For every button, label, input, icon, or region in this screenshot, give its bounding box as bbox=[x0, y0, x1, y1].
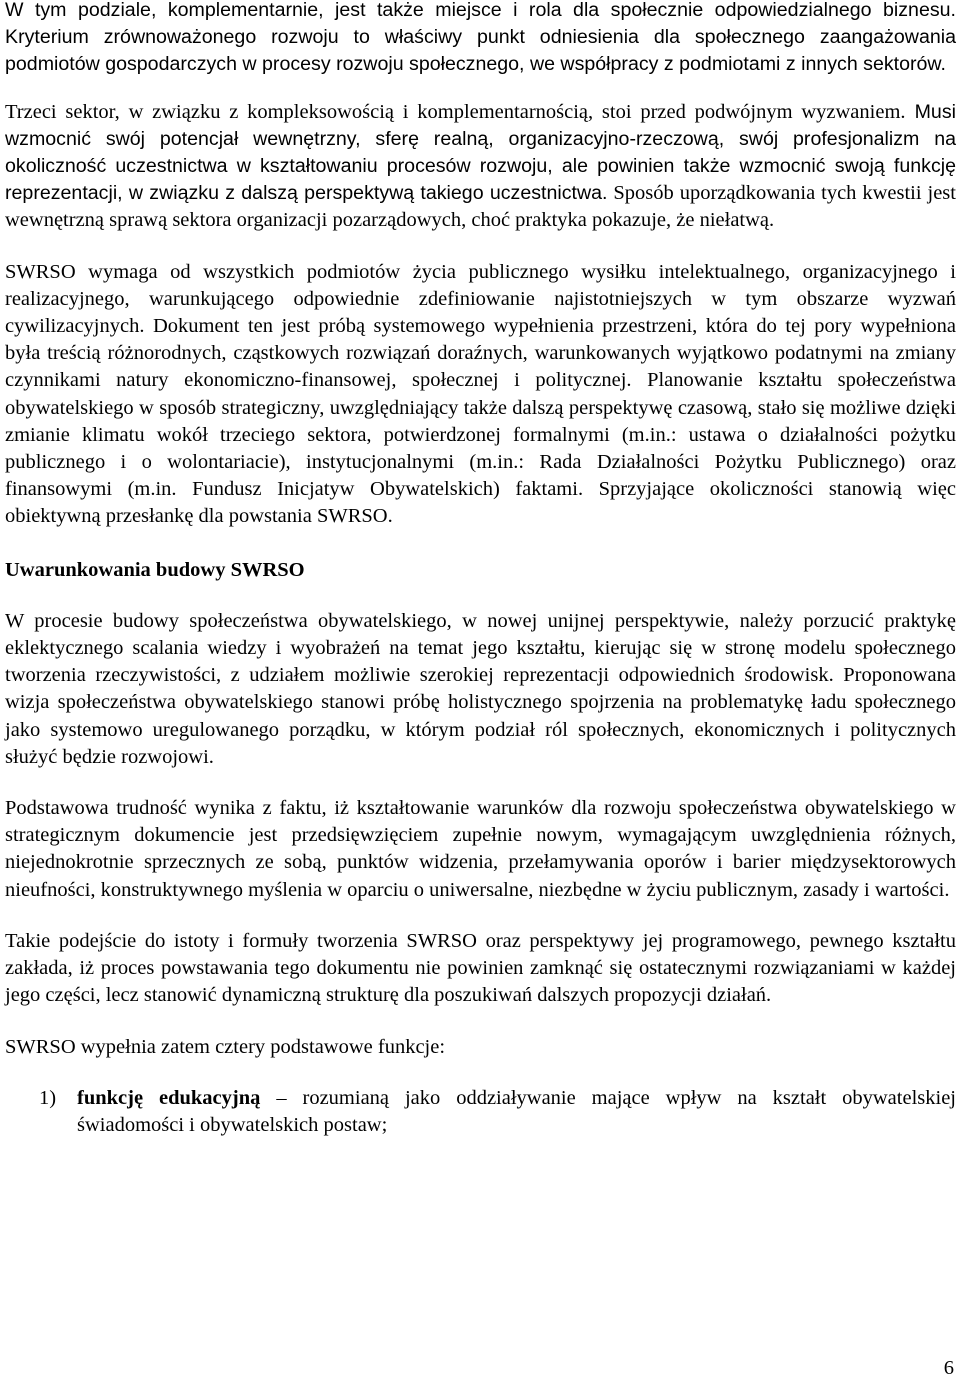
paragraph-third-sector-lead: Trzeci sektor, w związku z kompleksowością i komplementarnością, stoi przed podwójnym wyzwaniem. bbox=[5, 100, 906, 123]
paragraph-intro bbox=[5, 0, 956, 79]
list-item-bold-term: funkcję edukacyjną bbox=[77, 1086, 261, 1109]
list-item-paragraph bbox=[77, 1085, 956, 1139]
paragraph-approach-text: Takie podejście do istoty i formuły tworzenia SWRSO oraz perspektywy jej programowego, pewnego kształtu zakłada, iż proces powstawania tego dokumentu nie powinien zamknąć się ostatecznymi rozwiązaniami w każdej jego części, lecz stanowić dynamiczną strukturę dla poszukiwań dalszych propozycji działań. bbox=[5, 929, 956, 1007]
paragraph-building-process bbox=[5, 608, 956, 771]
paragraph-approach bbox=[5, 928, 956, 1010]
paragraph-functions-intro-text: SWRSO wypełnia zatem cztery podstawowe funkcje: bbox=[5, 1035, 446, 1058]
paragraph-third-sector-middle: Musi wzmocnić swój potencjał wewnętrzny, sferę realną, organizacyjno-rzeczową, swój profesjonalizm na okoliczność uczestnictwa w kształtowaniu procesów rozwoju, ale powinien także wzmocnić swoją funkcję reprezentacji, w związku z dalszą perspektywą takiego uczestnictwa. bbox=[5, 100, 956, 205]
paragraph-functions-intro bbox=[5, 1034, 956, 1061]
paragraph-swrso-requirements bbox=[5, 259, 956, 531]
list-item-number: 1) bbox=[39, 1086, 57, 1109]
paragraph-swrso-c: Planowanie kształtu społeczeństwa obywatelskiego w sposób strategiczny, uwzględniający także dalszą perspektywę czasową, stało się możliwe dzięki zmianie klimatu wokół trzeciego sektora, potwierdzonej formalnymi (m.in.: ustawa o działalności pożytku publicznego i o wolontariacie), instytucjonalnymi (m.in.: Rada Działalności Pożytku Publicznego) oraz finansowymi (m.in. Fundusz Inicjatyw Obywatelskich) faktami. bbox=[5, 369, 956, 501]
list-item bbox=[5, 1085, 956, 1139]
paragraph-swrso-a: SWRSO wymaga od wszystkich podmiotów życia publicznego wysiłku intelektualnego, organizacyjnego i realizacyjnego, warunkującego odpowiednie zdefiniowanie najistotniejszych w tym obszarze wyzwań cywilizacyjnych. bbox=[5, 260, 956, 338]
paragraph-intro-text: W tym podziale, komplementarnie, jest także miejsce i rola dla społecznie odpowiedzialnego biznesu. Kryterium zrównoważonego rozwoju to właściwy punkt odniesienia dla społecznego zaangażowania podmiotów gospodarczych w procesy rozwoju społecznego, we współpracy z podmiotami z innych sektorów. bbox=[5, 0, 956, 76]
paragraph-swrso-d: Sprzyjające okoliczności stanowią więc obiektywną przesłankę dla powstania SWRSO. bbox=[5, 478, 956, 528]
section-heading: Uwarunkowania budowy SWRSO bbox=[5, 558, 305, 581]
paragraph-third-sector bbox=[5, 99, 956, 235]
page-number: 6 bbox=[943, 1357, 954, 1379]
paragraph-building-b: Proponowana wizja społeczeństwa obywatelskiego stanowi próbę holistycznego spojrzenia na problematykę ładu społecznego jako systemowo uregulowanego porządku, w którym podział ról społecznych, ekonomicznych i politycznych służyć będzie rozwojowi. bbox=[5, 664, 956, 768]
paragraph-third-sector-end: Sposób uporządkowania tych kwestii jest wewnętrzną sprawą sektora organizacji pozarządowych, choć praktyka pokazuje, że niełatwą. bbox=[5, 182, 956, 232]
paragraph-building-a: W procesie budowy społeczeństwa obywatelskiego, w nowej unijnej perspektywie, należy porzucić praktykę eklektycznego scalania wiedzy i wyobrażeń na temat jego kształtu, kierując się w stronę modelu społecznego tworzenia rzeczywistości, z udziałem możliwie szerokiej reprezentacji odpowiednich środowisk. bbox=[5, 609, 956, 687]
list-item-description: – rozumianą jako oddziaływanie mające wpływ na kształt obywatelskiej świadomości i obywatelskich postaw; bbox=[77, 1086, 956, 1136]
paragraph-swrso-b: Dokument ten jest próbą systemowego wypełnienia przestrzeni, która do tej pory wypełniona była treścią różnorodnych, cząstkowych rozwiązań doraźnych, warunkowanych wyjątkowo podatnymi na zmiany czynnikami natury ekonomiczno-finansowej, społecznej i politycznej. bbox=[5, 315, 956, 392]
list-item-body bbox=[77, 1085, 956, 1139]
paragraph-difficulty bbox=[5, 795, 956, 904]
document-page bbox=[5, 0, 956, 1139]
paragraph-difficulty-text: Podstawowa trudność wynika z faktu, iż kształtowanie warunków dla rozwoju społeczeństwa obywatelskiego w strategicznym dokumencie jest przedsięwzięciem zupełnie nowym, wymagającym uwzględnienia różnych, niejednokrotnie sprzecznych ze sobą, punktów widzenia, przełamywania oporów i barier międzysektorowych nieufności, konstruktywnego myślenia w oparciu o uniwersalne, niezbędne w życiu publicznym, zasady i wartości. bbox=[5, 797, 956, 901]
